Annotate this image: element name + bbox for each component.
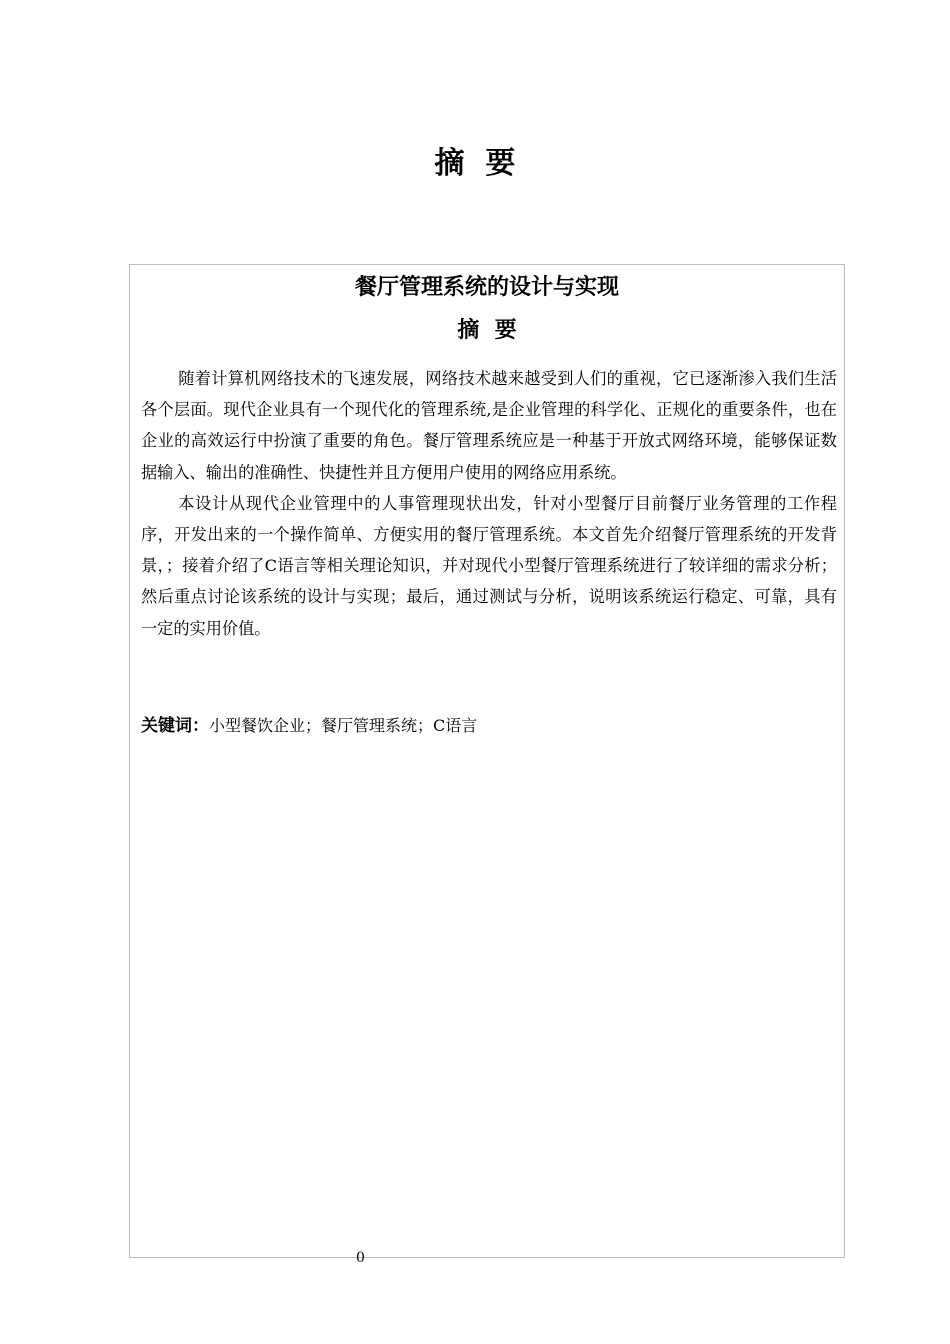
- abstract-subtitle: 摘 要: [457, 318, 517, 343]
- keywords-text: 小型餐饮企业；餐厅管理系统；C语言: [209, 716, 478, 735]
- abstract-body: [141, 363, 837, 644]
- page-heading: 摘 要: [434, 146, 516, 181]
- keywords-line: [141, 711, 837, 741]
- document-title: 餐厅管理系统的设计与实现: [354, 275, 619, 300]
- abstract-paragraph: 随着计算机网络技术的飞速发展，网络技术越来越受到人们的重视，它已逐渐渗入我们生活各个层面。现代企业具有一个现代化的管理系统,是企业管理的科学化、正规化的重要条件，也在企业的高效运行中扮演了重要的角色。餐厅管理系统应是一种基于开放式网络环境，能够保证数据输入、输出的准确性、快捷性并且方便用户使用的网络应用系统。: [141, 369, 837, 482]
- keywords-label: 关键词：: [141, 716, 209, 736]
- page-number: 0: [356, 1250, 365, 1266]
- abstract-paragraph: 本设计从现代企业管理中的人事管理现状出发，针对小型餐厅目前餐厅业务管理的工作程序，开发出来的一个操作简单、方便实用的餐厅管理系统。本文首先介绍餐厅管理系统的开发背景，；接着介绍了C语言等相关理论知识，并对现代小型餐厅管理系统进行了较详细的需求分析；然后重点讨论该系统的设计与实现；最后，通过测试与分析，说明该系统运行稳定、可靠，具有一定的实用价值。: [141, 493, 837, 638]
